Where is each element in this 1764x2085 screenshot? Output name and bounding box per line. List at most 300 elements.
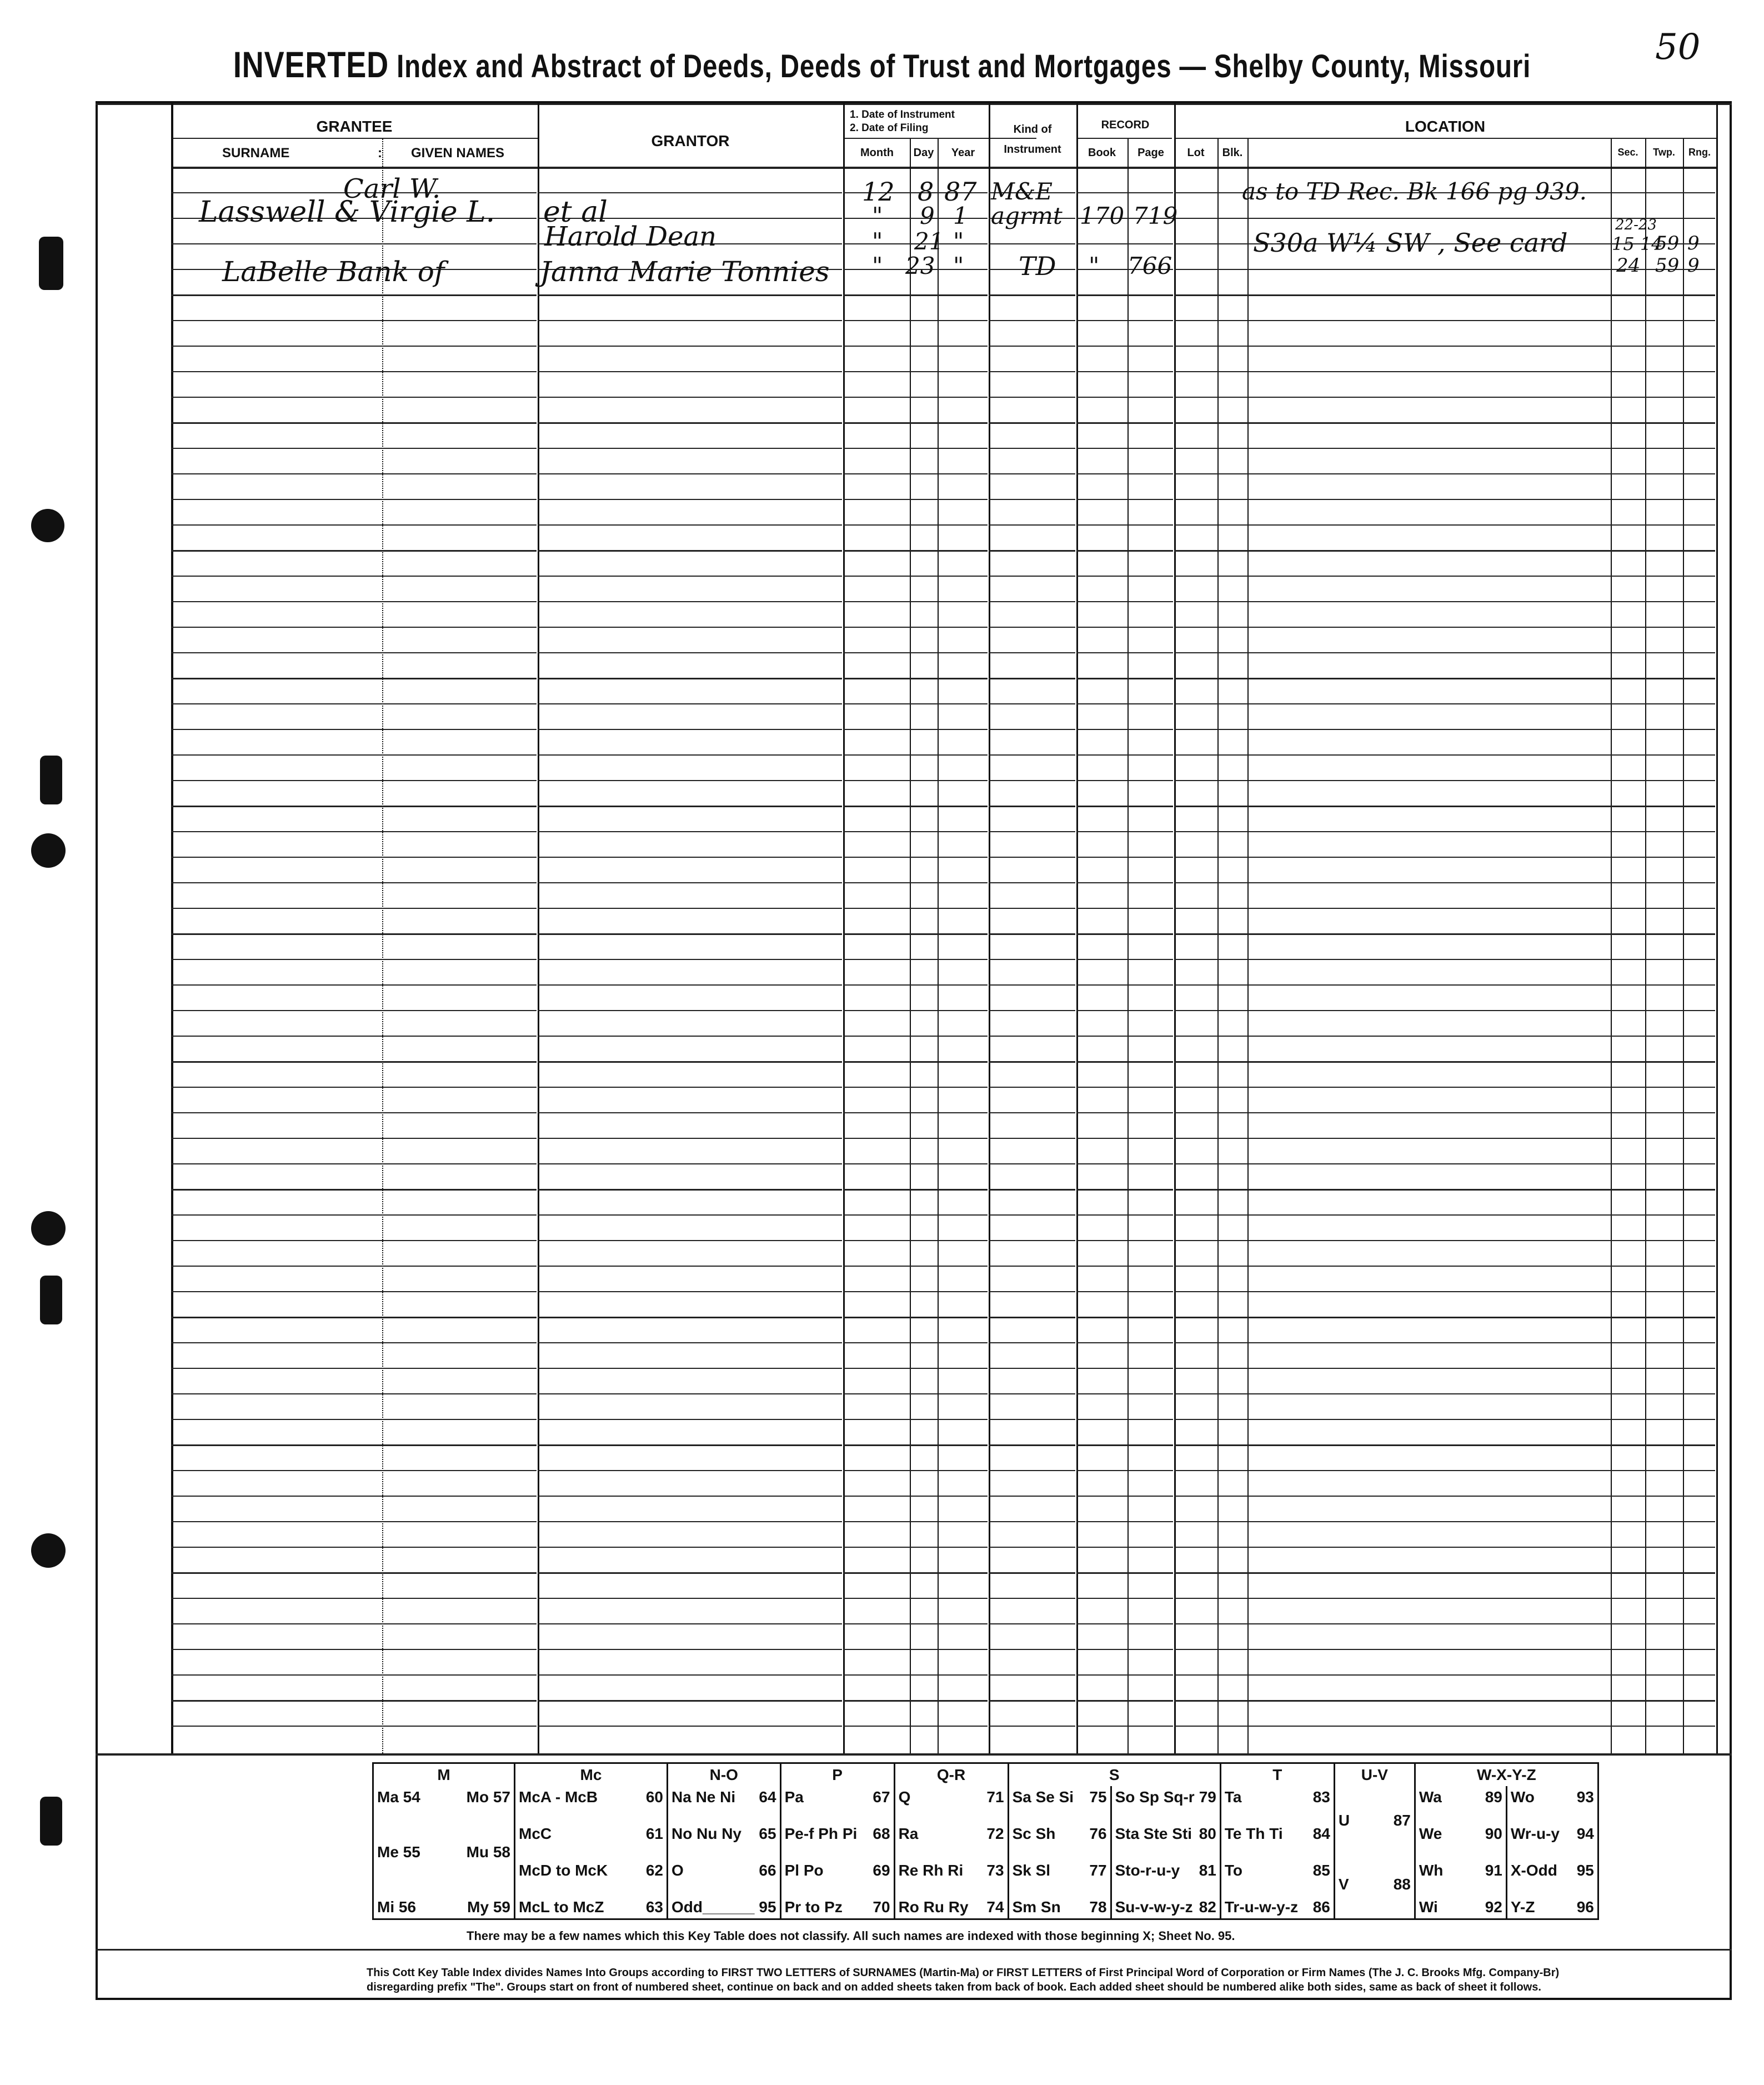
key-entry-text: 95 (759, 1898, 776, 1916)
ruled-line (1174, 499, 1715, 500)
key-entry-text: Tr-u-w-y-z (1224, 1898, 1299, 1916)
ruled-line (989, 397, 1075, 398)
key-entry-text: 83 (1312, 1788, 1330, 1806)
key-entry-text: Sto-r-u-y (1115, 1862, 1180, 1879)
ruled-line (989, 1342, 1075, 1343)
ruled-line (1076, 1674, 1173, 1676)
ruled-line (1076, 1342, 1173, 1343)
key-entry-text: 71 (986, 1788, 1004, 1806)
key-entry (1511, 1825, 1594, 1843)
ruled-line (989, 678, 1075, 679)
entry-4-surname: LaBelle Bank of (222, 256, 445, 288)
ruled-line (989, 984, 1075, 986)
key-entry-text: McD to McK (519, 1862, 608, 1879)
ruled-line (538, 294, 842, 296)
ruled-line (171, 1087, 537, 1088)
ruled-line (538, 1368, 842, 1369)
binder-hole-1 (31, 509, 64, 542)
key-entry-text: 72 (986, 1825, 1004, 1842)
ruled-line (538, 422, 842, 424)
key-entry-text: Sk Sl (1012, 1862, 1051, 1879)
ruled-line (989, 499, 1075, 500)
key-entry-text: 89 (1485, 1788, 1502, 1806)
header-month: Month (860, 147, 894, 159)
key-entry-text: Wi (1419, 1898, 1438, 1916)
col-grantor-left (538, 103, 539, 1753)
ruled-line (538, 1189, 842, 1191)
ruled-line (1174, 1547, 1715, 1548)
date-sub-rule (843, 138, 1036, 139)
ruled-line (1076, 1419, 1173, 1420)
key-entry-text: 67 (873, 1788, 890, 1806)
ruled-line (843, 320, 988, 321)
key-entry (1339, 1876, 1411, 1893)
ruled-line (1076, 550, 1173, 552)
title-inverted: INVERTED (233, 44, 389, 85)
page-number: 50 (1655, 27, 1701, 68)
ruled-line (171, 882, 537, 883)
key-entry-text: My 59 (467, 1898, 510, 1916)
ruled-line (538, 524, 842, 526)
ruled-line (1076, 857, 1173, 858)
ruled-line (1076, 652, 1173, 653)
ruled-line (171, 1112, 537, 1113)
ruled-line (1174, 1036, 1715, 1037)
ruled-line (1174, 550, 1715, 552)
ruled-line (843, 1342, 988, 1343)
key-entry-text: 69 (873, 1862, 890, 1879)
ruled-line (538, 780, 842, 781)
ruled-line (843, 1470, 988, 1471)
ruled-line (538, 627, 842, 628)
key-entry (671, 1862, 776, 1879)
key-entry-text: Wh (1419, 1862, 1444, 1879)
ruled-line (538, 984, 842, 986)
key-entry (785, 1825, 890, 1843)
col-blk-left (1217, 139, 1219, 1753)
ruled-line (171, 1010, 537, 1011)
ruled-line (538, 397, 842, 398)
key-entry-text: No Nu Ny (671, 1825, 741, 1842)
key-group-header: W-X-Y-Z (1415, 1763, 1598, 1787)
ruled-line (1174, 652, 1715, 653)
ruled-line (538, 448, 842, 449)
ruled-line (989, 1496, 1075, 1497)
col-page-left (1127, 139, 1129, 1753)
ruled-line (1076, 1521, 1173, 1522)
ruled-line (843, 780, 988, 781)
key-entry-text: Na Ne Ni (671, 1788, 736, 1806)
ruled-line (843, 984, 988, 986)
ruled-line (843, 1674, 988, 1676)
col-sec-left (1611, 139, 1612, 1753)
ruled-line (171, 1036, 537, 1037)
key-entry-text: 91 (1485, 1862, 1502, 1879)
ruled-line (538, 1726, 842, 1727)
ruled-line (989, 729, 1075, 730)
key-entry (377, 1788, 510, 1806)
ruled-line (843, 1240, 988, 1241)
ruled-line (989, 1240, 1075, 1241)
key-note: There may be a few names which this Key Table does not classify. All such names are indexed with those beginning X; Sheet No. 95. (467, 1929, 1235, 1943)
header-year: Year (951, 147, 975, 159)
entry-1-kind: M&E (991, 178, 1053, 205)
key-entry-text: 85 (1312, 1862, 1330, 1879)
ruled-line (843, 908, 988, 909)
ruled-line (538, 1061, 842, 1063)
key-entry-text: 95 (1576, 1862, 1594, 1879)
ruled-line (538, 959, 842, 960)
key-entry-text: Sa Se Si (1012, 1788, 1074, 1806)
ruled-line (538, 1547, 842, 1548)
ruled-line (1174, 601, 1715, 602)
ruled-line (843, 1291, 988, 1292)
ruled-line (1174, 959, 1715, 960)
header-colon: : (378, 146, 382, 161)
ruled-line (989, 1010, 1075, 1011)
ruled-line (989, 933, 1075, 935)
ruled-line (538, 192, 842, 193)
ruled-line (989, 1521, 1075, 1522)
entry-3-twp: 59 (1655, 232, 1680, 254)
key-group-header: Q-R (894, 1763, 1008, 1787)
ruled-line (843, 1010, 988, 1011)
key-entry-text: To (1224, 1862, 1242, 1879)
ruled-line (538, 1163, 842, 1164)
ruled-line (171, 1138, 537, 1139)
ruled-line (843, 1623, 988, 1624)
key-entry (1115, 1898, 1216, 1916)
ruled-line (1076, 1496, 1173, 1497)
ruled-line (843, 857, 988, 858)
ruled-line (538, 1496, 842, 1497)
col-twp-left (1645, 139, 1646, 1753)
ruled-line (843, 397, 988, 398)
key-entry-text: 64 (759, 1788, 776, 1806)
ruled-line (1174, 1470, 1715, 1471)
key-entry (1419, 1788, 1502, 1806)
title-rest: Index and Abstract of Deeds, Deeds of Trust and Mortgages — Shelby County, Missouri (397, 48, 1531, 84)
ruled-line (171, 831, 537, 832)
ruled-line (171, 1266, 537, 1267)
ruled-line (538, 473, 842, 474)
ruled-line (171, 1291, 537, 1292)
ruled-line (843, 678, 988, 679)
col-record-left (1076, 103, 1078, 1753)
ruled-line (1076, 754, 1173, 756)
key-group-header: M (373, 1763, 515, 1787)
ruled-line (1174, 984, 1715, 986)
ruled-line (538, 678, 842, 679)
key-entry-text: Pr to Pz (784, 1898, 843, 1916)
key-table (372, 1762, 1599, 1943)
ruled-line (1076, 371, 1173, 372)
ruled-line (1076, 422, 1173, 424)
header-grantor: GRANTOR (651, 132, 730, 149)
entry-1-day: 8 (918, 177, 934, 207)
ruled-line (989, 1419, 1075, 1420)
entry-3-rng: 9 (1687, 232, 1700, 254)
ruled-line (171, 1214, 537, 1216)
ruled-line (1076, 729, 1173, 730)
header-kind-line2: Instrument (1004, 143, 1061, 156)
ruled-line (1174, 1700, 1715, 1702)
key-entry (1115, 1825, 1216, 1843)
footer-line-1: This Cott Key Table Index divides Names Into Groups according to FIRST TWO LETTERS of SURNAMES (Martin-Ma) or FIRST LETTERS of First Principal Word of Corporation or Firm Names (The J. C. Brooks Mfg. Company-Br) (367, 1967, 1560, 1979)
binder-slot-3 (40, 1276, 62, 1324)
ruled-line (538, 1419, 842, 1420)
col-surname-divider (382, 139, 383, 1753)
ruled-line (1174, 397, 1715, 398)
ruled-line (989, 448, 1075, 449)
key-entry-text: Pl Po (784, 1862, 824, 1879)
ruled-line (989, 1112, 1075, 1113)
entry-4-day: 23 (905, 252, 935, 279)
header-twp: Twp. (1653, 147, 1675, 158)
key-group-cell (780, 1786, 894, 1919)
col-desc-left (1247, 139, 1249, 1753)
key-entry (519, 1898, 663, 1916)
ruled-line (989, 243, 1075, 244)
ruled-line (538, 1214, 842, 1216)
ruled-line (171, 1470, 537, 1471)
key-entry-text: 66 (759, 1862, 776, 1879)
key-entry-text: 84 (1312, 1825, 1330, 1842)
ruled-line (843, 1393, 988, 1394)
ruled-line (1076, 397, 1173, 398)
entry-4-year: " (953, 252, 964, 279)
ruled-line (538, 806, 842, 807)
ruled-line (538, 371, 842, 372)
ruled-line (1174, 1266, 1715, 1267)
ruled-line (538, 1470, 842, 1471)
ruled-line (171, 1342, 537, 1343)
ruled-line (1076, 1623, 1173, 1624)
ruled-line (1076, 499, 1173, 500)
ruled-line (843, 959, 988, 960)
ruled-line (989, 473, 1075, 474)
header-location: LOCATION (1405, 118, 1486, 135)
ruled-line (1174, 1726, 1715, 1727)
ruled-line (989, 908, 1075, 909)
ruled-line (1076, 1470, 1173, 1471)
ruled-line (843, 1036, 988, 1037)
key-entry-text: Su-v-w-y-z (1115, 1898, 1193, 1916)
ruled-line (171, 933, 537, 935)
ruled-line (989, 1726, 1075, 1727)
key-entry-text: Ma 54 (377, 1788, 420, 1806)
key-entry-text: Mu 58 (466, 1843, 510, 1861)
ruled-line (171, 243, 537, 244)
ruled-line (1174, 1010, 1715, 1011)
ruled-line (1076, 1547, 1173, 1548)
ruled-line (1174, 831, 1715, 832)
key-group-cell (668, 1786, 781, 1919)
ruled-line (1174, 1623, 1715, 1624)
ruled-line (171, 1419, 537, 1420)
col-day-left (910, 139, 911, 1753)
key-entry (1013, 1825, 1107, 1843)
key-entry-text: 87 (1393, 1811, 1411, 1829)
ruled-line (1076, 1087, 1173, 1088)
ruled-line (538, 1112, 842, 1113)
ruled-line (171, 729, 537, 730)
ruled-line (989, 294, 1075, 296)
entry-4-page: 766 (1127, 252, 1172, 279)
ruled-line (1076, 806, 1173, 807)
ruled-line (1174, 933, 1715, 935)
ruled-line (843, 1572, 988, 1574)
ruled-line (1076, 1240, 1173, 1241)
binder-hole-4 (31, 1533, 66, 1568)
ruled-line (989, 422, 1075, 424)
ruled-line (989, 703, 1075, 704)
ruled-line (989, 754, 1075, 756)
ruled-line (171, 422, 537, 424)
ruled-line (989, 627, 1075, 628)
ruled-line (843, 703, 988, 704)
ruled-line (989, 1087, 1075, 1088)
ruled-line (1174, 1674, 1715, 1676)
ruled-line (1076, 346, 1173, 347)
ruled-line (1076, 882, 1173, 883)
footer-line-2: disregarding prefix "The". Groups start on front of numbered sheet, continue on back and on added sheets taken from back of book. Each added sheet should be numbered alike both sides, same as back of sheet it follows. (367, 1981, 1541, 1993)
entry-2-year: 1 (953, 202, 968, 229)
ruled-line (989, 1470, 1075, 1471)
ruled-line (171, 1598, 537, 1599)
key-entry-text: 68 (873, 1825, 890, 1842)
key-group-cell (1334, 1786, 1415, 1919)
ruled-line (843, 1189, 988, 1191)
ruled-line (171, 908, 537, 909)
ruled-line (1174, 1189, 1715, 1191)
key-group-cell (1111, 1786, 1220, 1919)
ruled-line (171, 524, 537, 526)
ruled-line (1076, 1189, 1173, 1191)
ruled-line (538, 1393, 842, 1394)
ruled-line (1174, 1368, 1715, 1369)
key-entry-text: 92 (1485, 1898, 1502, 1916)
ruled-line (171, 1547, 537, 1548)
key-entry-text: O (671, 1862, 684, 1879)
ruled-line (843, 1598, 988, 1599)
ruled-line (1174, 1240, 1715, 1241)
ruled-line (989, 1649, 1075, 1650)
ruled-line (1076, 984, 1173, 986)
entry-2-page: 719 (1133, 202, 1178, 229)
ruled-line (1076, 1649, 1173, 1650)
entry-3-day: 21 (914, 228, 944, 255)
entry-1-year: 87 (944, 177, 977, 207)
ruled-line (171, 857, 537, 858)
ruled-line (1076, 320, 1173, 321)
ruled-line (171, 652, 537, 653)
ruled-line (843, 1317, 988, 1318)
ruled-line (1076, 959, 1173, 960)
key-entry (785, 1788, 890, 1806)
ruled-line (538, 1291, 842, 1292)
ruled-line (538, 1317, 842, 1318)
ruled-line (1174, 524, 1715, 526)
ruled-line (171, 780, 537, 781)
ruled-line (1076, 1317, 1173, 1318)
ruled-line (538, 1598, 842, 1599)
header-lot: Lot (1187, 147, 1205, 159)
ruled-line (171, 1700, 537, 1702)
ruled-line (1076, 524, 1173, 526)
ruled-line (989, 806, 1075, 807)
ruled-line (1174, 1087, 1715, 1088)
ruled-line (1174, 1214, 1715, 1216)
ruled-line (843, 1521, 988, 1522)
key-entry-text: 76 (1089, 1825, 1107, 1842)
binder-hole-2 (31, 833, 66, 868)
ruled-line (989, 1674, 1075, 1676)
key-entry-text: 94 (1576, 1825, 1594, 1842)
ruled-line (989, 1700, 1075, 1702)
ruled-line (1076, 243, 1173, 244)
header-blk: Blk. (1222, 147, 1243, 159)
key-group-cell (1220, 1786, 1334, 1919)
footer-top-rule (96, 1949, 1732, 1951)
ruled-line (538, 831, 842, 832)
ruled-line (843, 1163, 988, 1164)
key-group-cell (1415, 1786, 1506, 1919)
col-right-border (1716, 103, 1718, 1753)
ruled-line (1076, 473, 1173, 474)
ruled-line (538, 1036, 842, 1037)
ruled-line (1076, 1700, 1173, 1702)
key-entry (1225, 1862, 1330, 1879)
ruled-line (989, 346, 1075, 347)
ruled-line (843, 933, 988, 935)
key-entry (899, 1898, 1004, 1916)
ruled-line (171, 1572, 537, 1574)
header-surname: SURNAME (222, 146, 290, 161)
ruled-line (989, 576, 1075, 577)
ruled-line (1174, 1444, 1715, 1446)
ruled-line (843, 1726, 988, 1727)
ruled-line (538, 601, 842, 602)
ledger-frame (96, 101, 1732, 2000)
ruled-line (1174, 320, 1715, 321)
ruled-line (171, 499, 537, 500)
ruled-line (989, 1393, 1075, 1394)
ruled-line (1174, 1291, 1715, 1292)
key-entry (1013, 1862, 1107, 1879)
ruled-line (989, 524, 1075, 526)
ruled-line (989, 1163, 1075, 1164)
ruled-line (538, 346, 842, 347)
header-date-line2: 2. Date of Filing (850, 122, 929, 134)
ruled-line (1174, 448, 1715, 449)
ruled-line (989, 1444, 1075, 1446)
ruled-line (538, 1266, 842, 1267)
ruled-line (538, 652, 842, 653)
ruled-line (171, 397, 537, 398)
ruled-line (1076, 1444, 1173, 1446)
ruled-line (989, 1572, 1075, 1574)
ruled-line (1174, 754, 1715, 756)
entry-1-surname: Lasswell & Virgie L. (199, 196, 495, 229)
ruled-line (843, 652, 988, 653)
ruled-line (538, 857, 842, 858)
ruled-line (989, 550, 1075, 552)
ruled-line (538, 1572, 842, 1574)
ruled-line (843, 729, 988, 730)
binder-slot-2 (40, 756, 62, 804)
ruled-line (1174, 1649, 1715, 1650)
